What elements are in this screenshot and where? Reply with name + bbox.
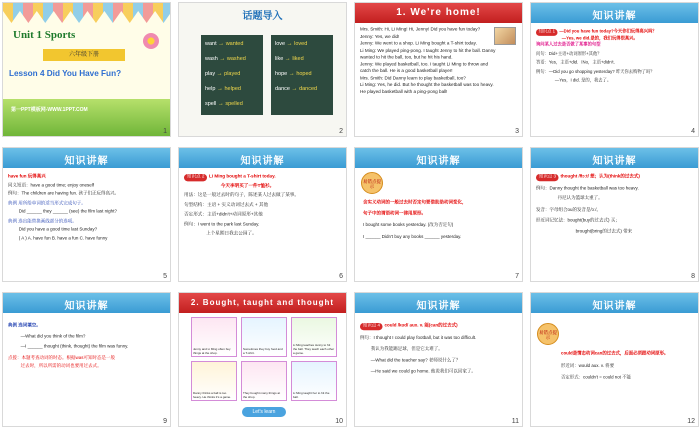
slide-6-thumbnail[interactable] xyxy=(178,147,347,282)
verb-past: hoped xyxy=(296,71,312,77)
verb-past: danced xyxy=(299,86,318,92)
slide-9-thumbnail[interactable] xyxy=(2,292,171,427)
comic-caption: Sometimes they buy food and a T-shirt. xyxy=(243,347,283,355)
verb: dance xyxy=(275,86,290,92)
dialogue-text xyxy=(360,27,495,96)
slide-header xyxy=(355,3,522,23)
grass-decoration xyxy=(3,99,171,137)
slide-5-thumbnail[interactable] xyxy=(2,147,171,282)
bunting-decoration xyxy=(3,3,171,23)
structure-line: 句型结构：主语 + 实义动词过去式 + 其他 xyxy=(184,202,269,208)
usage-line: 用法：这是一般过去时的句子，陈述某人过去做了某事。 xyxy=(184,192,300,198)
translation-line: 今天李明买了一件T恤衫。 xyxy=(220,182,275,189)
slide-number: 7 xyxy=(515,273,519,280)
exercise-line: —What did you think of the film? xyxy=(20,333,86,339)
verb: love xyxy=(275,41,286,47)
slide-number: 9 xyxy=(163,418,167,425)
slide-7-thumbnail[interactable] xyxy=(354,147,523,282)
slide-number: 6 xyxy=(339,273,343,280)
slide-number: 2 xyxy=(339,128,343,135)
memory-line: 形近词记忆法：bought(buy的过去式) 买； xyxy=(536,218,620,224)
exercise-line: Did you have a good time last Sunday? xyxy=(18,227,98,233)
site-text: 第一PPT模板网-WWW.1PPT.COM xyxy=(11,107,88,113)
grade-ribbon: 六年级下册 xyxy=(43,49,125,61)
slide-header xyxy=(3,293,170,313)
comic-caption: Li Ming taught her to hit the ball. xyxy=(293,391,330,399)
slide-number: 11 xyxy=(511,418,519,425)
slide-body xyxy=(184,174,299,238)
exercise-line: 典例 用所给单词的适当形式完成句子。 xyxy=(8,200,86,206)
hint-line: 点拨：本题考查动词的时态。根据was可知时态是一般 xyxy=(8,354,116,361)
rule-line: could是情态动词can的过去式，后面必须跟动词原形。 xyxy=(561,351,669,357)
slide-title: 话题导入 xyxy=(242,11,283,22)
slide-body xyxy=(536,174,640,235)
exercise-line: I bought some books yesterday. (改为否定句) xyxy=(363,222,454,228)
memory-line: brought(bring的过去式) 带来 xyxy=(575,228,633,234)
dialogue-line: Li Ming: We played ping-pong. I taught Jenny to hit the ball. Danny xyxy=(360,47,496,54)
dialogue-line: catch the ball. He is a good basketball player! xyxy=(360,68,453,74)
explanation-line: 询问某人过去是否做了某事的句型 xyxy=(536,41,601,48)
comic-panel xyxy=(191,317,237,357)
word-line: thought /θɔːt/ 想；认为(think的过去式) xyxy=(560,174,640,180)
unit-title: Unit 1 Sports xyxy=(13,29,76,41)
verb: help xyxy=(205,86,216,92)
tip-badge: 易错点提示 xyxy=(361,172,383,194)
slide-number: 1 xyxy=(163,128,167,135)
point-badge: 知识点 2 xyxy=(184,174,207,181)
exercise-line: Did ______ they ______ (see) the film last night? xyxy=(18,209,117,215)
slide-12-thumbnail[interactable] xyxy=(530,292,699,427)
negative-line: 否定形式：couldn't = could not 不能 xyxy=(561,374,631,381)
verb: spell xyxy=(205,101,217,107)
example-line: —Yes，I did. 是的，我去了。 xyxy=(554,78,612,84)
example-line: —What did the teacher say? 老师说什么了？ xyxy=(370,357,461,364)
structure-line: 答语：Yes，主语+did.（No，主语+didn't. xyxy=(536,59,615,66)
slide-title: 知识讲解 xyxy=(240,156,285,167)
similar-word-line: 形近词：would aux. v. 将要 xyxy=(561,362,614,369)
example-line: 例句：—Did you go shopping yesterday? 昨天你去购物了吗？ xyxy=(536,68,655,75)
slide-body xyxy=(8,174,119,242)
comic-caption: They bought many things at the shop. xyxy=(243,391,281,399)
slide-header xyxy=(531,293,698,313)
slide-number: 8 xyxy=(691,273,695,280)
synonym-line: 同义短语：have a good time; enjoy oneself xyxy=(8,182,95,188)
verb: play xyxy=(205,71,216,77)
slide-title: 1. We're home! xyxy=(396,7,481,18)
dialogue-line: He played basketball with a ping-pong ball! xyxy=(360,89,448,95)
verb: want xyxy=(205,41,217,47)
translation-line: 我认为我能踢足球，但是它太难了。 xyxy=(370,346,443,352)
dialogue-line: Mrs. Smith: Hi, Li Ming! Hi, Jenny! Did you have fun today? xyxy=(360,27,481,33)
lesson-title: Lesson 4 Did You Have Fun? xyxy=(9,69,122,78)
dialogue-line: Jenny: We went to a shop. Li Ming bought a T-shirt today. xyxy=(360,40,477,47)
point-badge: 知识点 4 xyxy=(360,323,383,330)
structure-line: 否定形式：主语+didn't+动词原形+其他 xyxy=(184,211,263,218)
verb: like xyxy=(275,56,284,62)
verb-past: wanted xyxy=(225,41,244,47)
rule-line: 含实义动词的一般过去时否定句要借助助动词变化， xyxy=(363,200,467,206)
lets-learn-button[interactable]: Let's learn xyxy=(242,407,286,417)
verb: hope xyxy=(275,71,288,77)
slide-number: 10 xyxy=(335,418,343,425)
slide-header xyxy=(179,148,346,168)
point-badge: 知识点 1 xyxy=(536,29,558,35)
slide-title: 知识讲解 xyxy=(64,156,109,167)
comic-caption: Li Ming teaches Jenny to hit the ball. They teach each other a game. xyxy=(293,343,335,355)
comic-caption: Danny thinks a ball is too heavy. He thinks it's a game. xyxy=(193,391,232,399)
comic-caption: Jenny and Li Ming often buy things at the shop. xyxy=(193,347,231,355)
example-line: —Did you have fun today?今天你们玩得高兴吗？ xyxy=(559,29,657,35)
example-line: 例句：The children are having fun. 孩子们正玩得高兴。 xyxy=(8,191,120,197)
slide-title: 知识讲解 xyxy=(592,11,637,22)
dialogue-line: Mrs. Smith: Did Danny learn to play basketball, too? xyxy=(360,75,466,81)
slide-title: 知识讲解 xyxy=(416,301,461,312)
slide-number: 4 xyxy=(691,128,695,135)
slide-title: 知识讲解 xyxy=(64,301,109,312)
dialogue-line: Jenny: We played basketball, too. I taught Li Ming to throw and xyxy=(360,61,489,68)
dialogue-photo xyxy=(494,27,516,45)
pronunciation-line: 发音：字母组合ou的发音是/ɔː/。 xyxy=(536,206,602,213)
translation-line: 丹尼认为篮球太重了。 xyxy=(557,195,603,201)
verb-past: helped xyxy=(224,86,241,92)
slide-11-thumbnail[interactable] xyxy=(354,292,523,427)
verb-past: played xyxy=(224,71,241,77)
comic-panel xyxy=(241,317,287,357)
tip-badge: 易错点提示 xyxy=(537,323,559,345)
verb: wash xyxy=(205,56,218,62)
point-badge: 知识点 3 xyxy=(536,174,559,181)
slide-2-thumbnail[interactable]: 话题导入 want → wanted wash → washed play → played help → helped spell → spelled love → loved like → liked hope → hoped dance → danced 2 xyxy=(178,2,347,137)
verb-past: washed xyxy=(226,56,246,62)
slide-header xyxy=(531,3,698,23)
comic-panel xyxy=(291,317,337,357)
rule-line: 句子中的谓语动词一律用原形。 xyxy=(363,210,427,216)
dialogue-line: wanted to hit the ball, too, but he hit his hand. xyxy=(360,54,453,61)
slide-header xyxy=(3,148,170,168)
dialogue-line: Li Ming: Yes, he did. But he thought the basketball was too heavy. xyxy=(360,82,494,88)
example-line: —He said we could go home. 他说我们可以回家了。 xyxy=(370,368,476,375)
slide-header xyxy=(179,293,346,313)
translation-line: 上个星期日我去公园了。 xyxy=(206,231,257,237)
example-line: 例句：I went to the park last Sunday. xyxy=(184,221,260,227)
structure-line: 问句：Did+主语+动词原形+其他？ xyxy=(536,50,602,57)
phrase-line: have fun 玩得高兴 xyxy=(8,174,46,180)
slide-body xyxy=(536,29,657,84)
slide-body xyxy=(363,200,467,241)
slide-number: 5 xyxy=(163,273,167,280)
example-line: 例句：I thought I could play football, but it was too difficult. xyxy=(360,335,477,341)
exercise-line: I ______ Didn't buy any books ______ yesterday. xyxy=(363,233,462,240)
slide-body xyxy=(8,323,128,370)
slide-8-thumbnail[interactable] xyxy=(530,147,699,282)
slide-title: 2. Bought, taught and thought xyxy=(190,298,335,307)
hint-line: 过去时，所以所需的动词也要用过去式。 xyxy=(20,363,102,369)
exercise-title: 典例 选词填空。 xyxy=(8,323,41,329)
exercise-line: 典例 选出能替换画线部分的选项。 xyxy=(8,218,77,224)
slide-title: 知识讲解 xyxy=(592,156,637,167)
exercise-line: ( A ) A. have fun B. have a fun C. have funny xyxy=(18,235,108,242)
slide-title: 知识讲解 xyxy=(416,156,461,167)
slide-body xyxy=(360,323,476,376)
comic-panel xyxy=(291,361,337,401)
slide-header xyxy=(355,148,522,168)
slide-header xyxy=(355,293,522,313)
slide-number: 12 xyxy=(687,418,695,425)
slide-1-thumbnail[interactable] xyxy=(2,2,171,137)
slide-body xyxy=(561,351,668,381)
slide-header xyxy=(531,148,698,168)
example-line: —Yes, we did.是的，我们玩得很高兴。 xyxy=(561,35,638,41)
comic-panel xyxy=(191,361,237,401)
slide-number: 3 xyxy=(515,128,519,135)
word-line: could /kʊd/ aux. v. 能(can的过去式) xyxy=(384,323,458,329)
example-line: 例句：Danny thought the basketball was too heavy. xyxy=(536,185,639,191)
exercise-line: —I ______ thought (think, thought) the film was funny. xyxy=(20,343,129,350)
verb-past: liked xyxy=(292,56,304,62)
slide-3-thumbnail[interactable] xyxy=(354,2,523,137)
dialogue-line: Jenny: Yes, we did! xyxy=(360,33,400,40)
comic-panel xyxy=(241,361,287,401)
verb-past: loved xyxy=(294,41,308,47)
verb-past: spelled xyxy=(225,101,243,107)
slide-10-thumbnail[interactable] xyxy=(178,292,347,427)
example-line: Li Ming bought a T-shirt today. xyxy=(208,174,276,180)
slide-4-thumbnail[interactable] xyxy=(530,2,699,137)
flower-icon xyxy=(143,33,159,49)
slide-title: 知识讲解 xyxy=(592,301,637,312)
